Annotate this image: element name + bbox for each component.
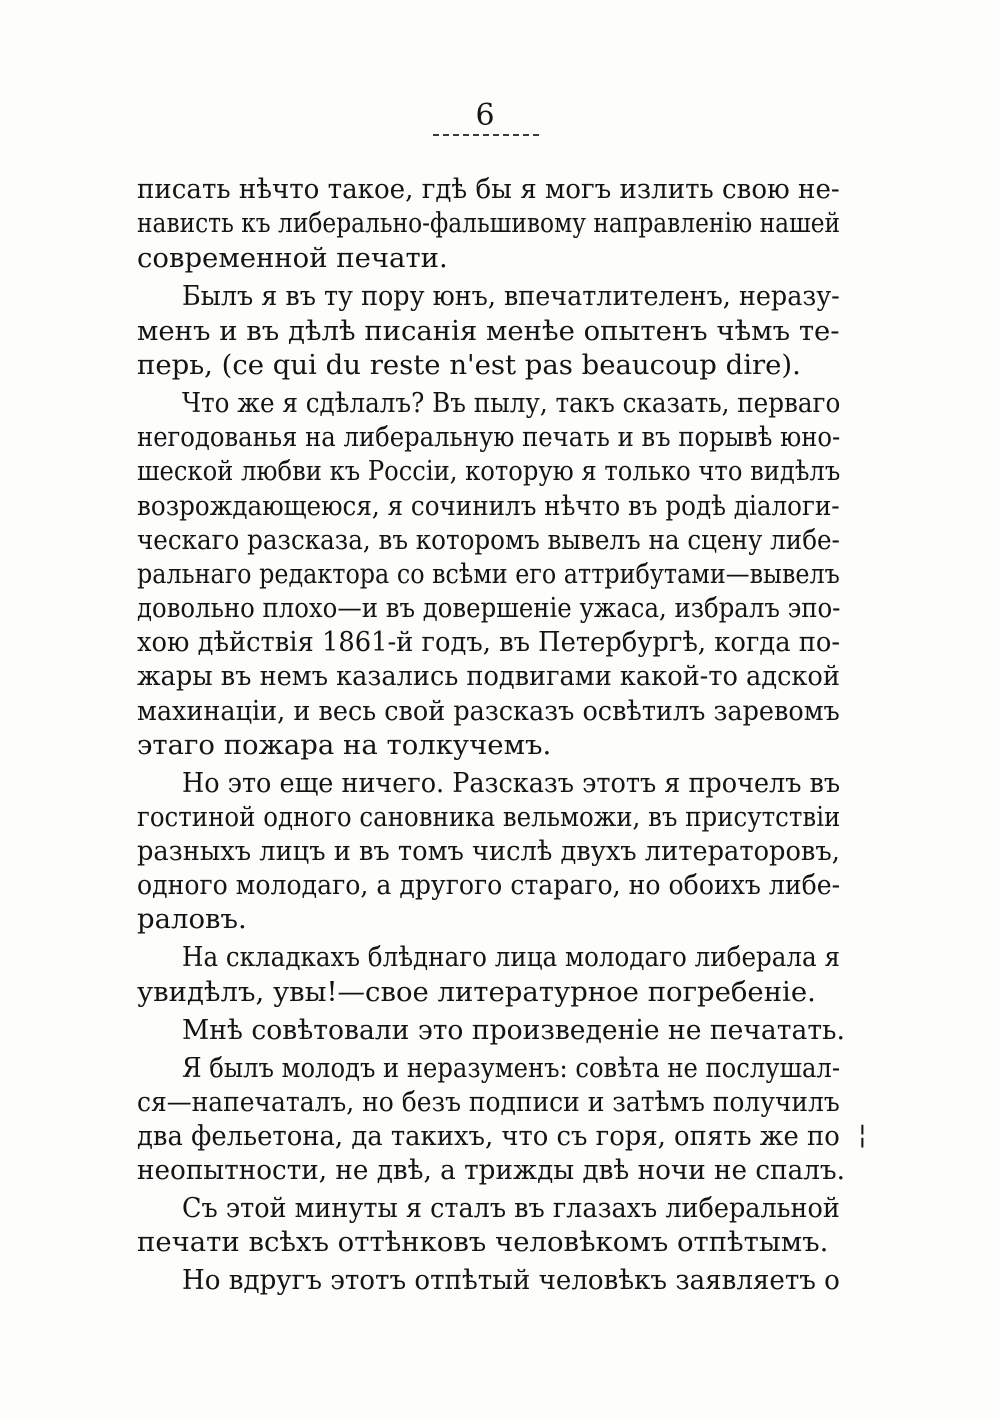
text-line: писать нѣчто такое, гдѣ бы я могъ излить свою не- [137,173,840,205]
text-line: этаго пожара на толкучемъ. [137,729,552,761]
text-line: увидѣлъ, увы!—свое литературное погребеніе. [137,976,816,1008]
text-line: шеской любви къ Россіи, которую я только что видѣлъ [137,455,841,487]
text-line: печати всѣхъ оттѣнковъ человѣкомъ отпѣтымъ. [137,1226,829,1258]
text-line: перь, (ce qui du reste n'est pas beaucoup dire). [137,349,801,381]
page-number-rule [433,134,539,136]
text-line: хою дѣйствія 1861-й годъ, въ Петербургѣ, когда по- [137,626,841,658]
text-line: махинаціи, и весь свой разсказъ освѣтилъ заревомъ [137,695,840,727]
text-line: Но вдругъ этотъ отпѣтый человѣкъ заявляетъ о [182,1264,840,1296]
text-line: ральнаго редактора со всѣми его аттрибутами—вывелъ [137,558,840,590]
page-number: 6 [475,98,495,133]
text-line: жары въ немъ казались подвигами какой-то адской [137,660,840,692]
text-line: два фельетона, да такихъ, что съ горя, опять же по [137,1120,840,1152]
text-line: Былъ я въ ту пору юнъ, впечатлителенъ, неразу- [182,280,840,312]
text-line: ческаго разсказа, въ которомъ вывелъ на сцену либе- [137,524,840,556]
text-line: неопытности, не двѣ, а трижды двѣ ночи не спалъ. [137,1154,845,1186]
text-line: раловъ. [137,903,247,935]
text-line: Съ этой минуты я сталъ въ глазахъ либеральной [182,1192,840,1224]
text-line: негодованья на либеральную печать и въ порывѣ юно- [137,421,841,453]
text-line: одного молодаго, а другого стараго, но обоихъ либе- [137,869,841,901]
text-line: Что же я сдѣлалъ? Въ пылу, такъ сказать, перваго [182,387,841,419]
text-line: Но это еще ничего. Разсказъ этотъ я прочелъ въ [182,767,841,799]
text-line: современной печати. [137,242,448,274]
text-line: менъ и въ дѣлѣ писанія менѣе опытенъ чѣмъ те- [137,315,840,347]
text-line: ся—напечаталъ, но безъ подписи и затѣмъ получилъ [137,1086,840,1118]
text-line: нависть къ либерально-фальшивому направленію нашей [137,207,841,239]
margin-mark: ¦ [858,1120,867,1150]
text-line: гостиной одного сановника вельможи, въ присутствіи [137,801,841,833]
text-line: Мнѣ совѣтовали это произведеніе не печатать. [182,1014,845,1046]
text-line: разныхъ лицъ и въ томъ числѣ двухъ литераторовъ, [137,835,840,867]
text-line: возрождающеюся, я сочинилъ нѣчто въ родѣ діалоги- [137,490,840,522]
text-line: довольно плохо—и въ довершеніе ужаса, избралъ эпо- [137,592,841,624]
text-line: На складкахъ блѣднаго лица молодаго либерала я [182,941,840,973]
text-line: Я былъ молодъ и неразуменъ: совѣта не послушал- [182,1052,841,1084]
